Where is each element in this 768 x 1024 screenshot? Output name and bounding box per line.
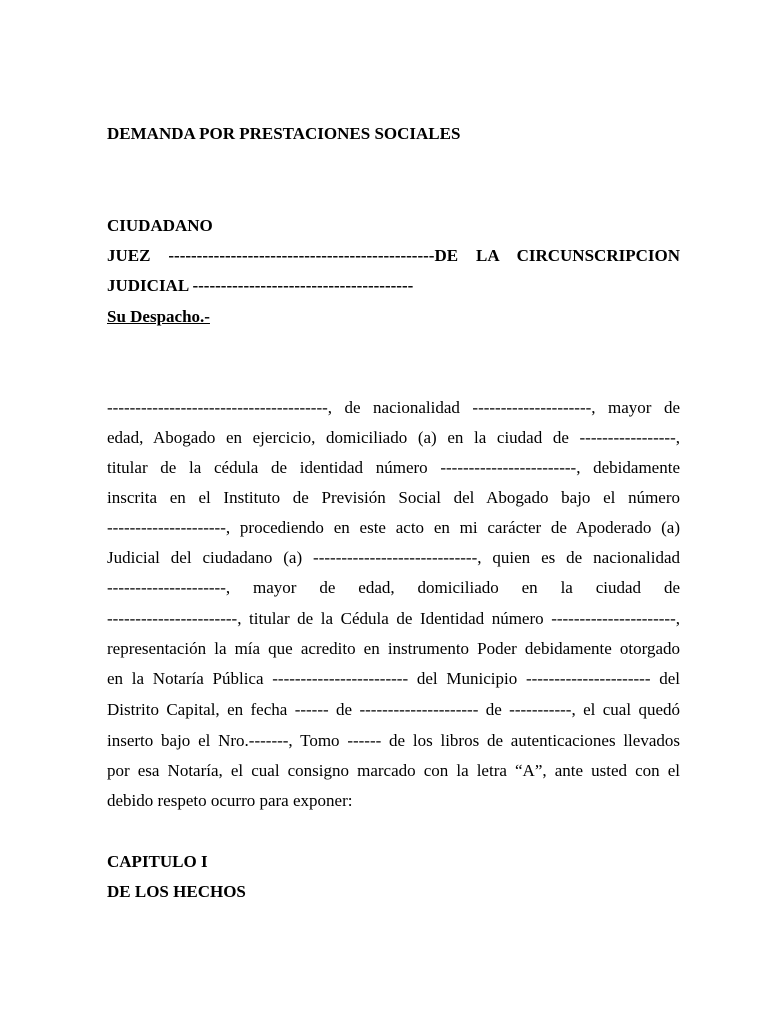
body-line: Judicial del ciudadano (a) -----------------------------, quien es de nacionalidad — [107, 548, 680, 567]
addressee-juez: JUEZ -----------------------------------------------DE LA CIRCUNSCRIPCION — [107, 246, 680, 265]
body-line: titular de la cédula de identidad número ------------------------, debidamente — [107, 458, 680, 477]
body-line: ---------------------, procediendo en este acto en mi carácter de Apoderado (a) — [107, 518, 680, 537]
body-line: inscrita en el Instituto de Previsión Social del Abogado bajo el número — [107, 488, 680, 507]
addressee-judicial: JUDICIAL --------------------------------------- — [107, 276, 414, 295]
chapter-number: CAPITULO I — [107, 852, 208, 871]
body-line: por esa Notaría, el cual consigno marcado con la letra “A”, ante usted con el — [107, 761, 680, 780]
body-line: representación la mía que acredito en instrumento Poder debidamente otorgado — [107, 639, 680, 658]
body-line: ---------------------------------------, de nacionalidad ---------------------, mayor de — [107, 398, 680, 417]
document-title: DEMANDA POR PRESTACIONES SOCIALES — [107, 124, 461, 143]
body-line: inserto bajo el Nro.-------, Tomo ------ de los libros de autenticaciones llevados — [107, 731, 680, 750]
body-line: Distrito Capital, en fecha ------ de --------------------- de -----------, el cual quedó — [107, 700, 680, 719]
addressee-ciudadano: CIUDADANO — [107, 216, 213, 235]
chapter-title: DE LOS HECHOS — [107, 882, 246, 901]
body-line: edad, Abogado en ejercicio, domiciliado (a) en la ciudad de -----------------, — [107, 428, 680, 447]
body-line: -----------------------, titular de la Cédula de Identidad número ----------------------, — [107, 609, 680, 628]
body-line: ---------------------, mayor de edad, domiciliado en la ciudad de — [107, 578, 680, 597]
body-line: debido respeto ocurro para exponer: — [107, 791, 353, 810]
addressee-su-despacho: Su Despacho.- — [107, 307, 210, 326]
body-line: en la Notaría Pública ------------------------ del Municipio ---------------------- del — [107, 669, 680, 688]
